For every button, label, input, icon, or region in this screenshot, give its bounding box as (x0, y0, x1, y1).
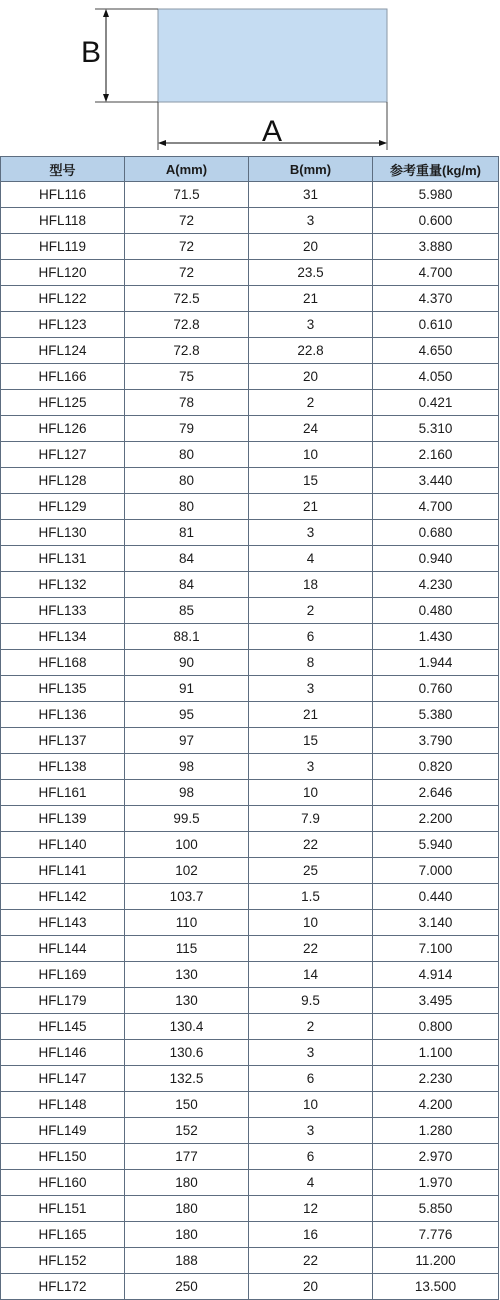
cell-b: 10 (249, 1092, 373, 1118)
dimension-label-a: A (262, 115, 283, 148)
cell-a: 80 (125, 494, 249, 520)
cell-b: 24 (249, 416, 373, 442)
cell-model: HFL141 (1, 858, 125, 884)
cell-a: 95 (125, 702, 249, 728)
header-weight: 参考重量(kg/m) (373, 157, 499, 182)
cell-weight: 7.776 (373, 1222, 499, 1248)
cell-a: 71.5 (125, 182, 249, 208)
cell-weight: 7.000 (373, 858, 499, 884)
cell-model: HFL131 (1, 546, 125, 572)
cell-model: HFL165 (1, 1222, 125, 1248)
cell-b: 21 (249, 286, 373, 312)
cell-model: HFL150 (1, 1144, 125, 1170)
table-row (1, 182, 499, 208)
dimension-label-b: B (81, 36, 102, 69)
spec-table-container (0, 156, 498, 1300)
cell-a: 130 (125, 962, 249, 988)
dimension-drawing (0, 0, 500, 156)
table-row (1, 286, 499, 312)
spec-table (0, 156, 499, 1300)
cell-model: HFL139 (1, 806, 125, 832)
cell-b: 2 (249, 598, 373, 624)
table-row (1, 910, 499, 936)
cell-weight: 3.495 (373, 988, 499, 1014)
cell-a: 177 (125, 1144, 249, 1170)
cell-b: 10 (249, 910, 373, 936)
cell-b: 3 (249, 676, 373, 702)
table-row (1, 1014, 499, 1040)
cell-a: 72.8 (125, 312, 249, 338)
cell-weight: 3.880 (373, 234, 499, 260)
cell-b: 15 (249, 468, 373, 494)
cell-model: HFL128 (1, 468, 125, 494)
cell-weight: 1.430 (373, 624, 499, 650)
table-row (1, 208, 499, 234)
table-row (1, 806, 499, 832)
cell-weight: 11.200 (373, 1248, 499, 1274)
cell-model: HFL146 (1, 1040, 125, 1066)
table-row (1, 1170, 499, 1196)
cell-b: 4 (249, 1170, 373, 1196)
table-row (1, 624, 499, 650)
cell-model: HFL169 (1, 962, 125, 988)
cell-weight: 2.200 (373, 806, 499, 832)
cell-a: 180 (125, 1196, 249, 1222)
table-row (1, 1118, 499, 1144)
cell-a: 75 (125, 364, 249, 390)
cell-weight: 3.790 (373, 728, 499, 754)
cell-weight: 0.940 (373, 546, 499, 572)
cell-weight: 7.100 (373, 936, 499, 962)
cell-a: 98 (125, 780, 249, 806)
cell-model: HFL140 (1, 832, 125, 858)
table-row (1, 1248, 499, 1274)
cell-b: 2 (249, 1014, 373, 1040)
table-row (1, 260, 499, 286)
header-a-mm: A(mm) (125, 157, 249, 182)
cell-b: 3 (249, 1040, 373, 1066)
cell-a: 88.1 (125, 624, 249, 650)
cell-model: HFL145 (1, 1014, 125, 1040)
cell-b: 21 (249, 494, 373, 520)
cell-model: HFL132 (1, 572, 125, 598)
cell-model: HFL144 (1, 936, 125, 962)
cell-b: 3 (249, 520, 373, 546)
cell-model: HFL125 (1, 390, 125, 416)
cell-weight: 5.850 (373, 1196, 499, 1222)
table-row (1, 520, 499, 546)
cell-a: 79 (125, 416, 249, 442)
cell-b: 22 (249, 832, 373, 858)
cell-b: 12 (249, 1196, 373, 1222)
cell-weight: 2.646 (373, 780, 499, 806)
cell-a: 98 (125, 754, 249, 780)
cell-b: 6 (249, 1066, 373, 1092)
table-row (1, 572, 499, 598)
cell-b: 16 (249, 1222, 373, 1248)
table-row (1, 338, 499, 364)
cell-b: 20 (249, 1274, 373, 1300)
cell-b: 4 (249, 546, 373, 572)
cell-weight: 0.600 (373, 208, 499, 234)
dimension-diagram (0, 0, 500, 156)
cell-model: HFL135 (1, 676, 125, 702)
profile-rectangle (158, 9, 387, 102)
cell-model: HFL143 (1, 910, 125, 936)
table-row (1, 494, 499, 520)
cell-weight: 0.820 (373, 754, 499, 780)
cell-a: 180 (125, 1170, 249, 1196)
cell-model: HFL149 (1, 1118, 125, 1144)
cell-a: 97 (125, 728, 249, 754)
table-row (1, 754, 499, 780)
cell-model: HFL123 (1, 312, 125, 338)
cell-b: 3 (249, 208, 373, 234)
cell-model: HFL127 (1, 442, 125, 468)
cell-b: 10 (249, 780, 373, 806)
table-row (1, 468, 499, 494)
table-row (1, 312, 499, 338)
cell-a: 80 (125, 468, 249, 494)
cell-a: 103.7 (125, 884, 249, 910)
cell-b: 31 (249, 182, 373, 208)
cell-weight: 0.610 (373, 312, 499, 338)
cell-model: HFL118 (1, 208, 125, 234)
cell-weight: 5.380 (373, 702, 499, 728)
cell-weight: 3.140 (373, 910, 499, 936)
cell-a: 90 (125, 650, 249, 676)
cell-a: 80 (125, 442, 249, 468)
cell-model: HFL119 (1, 234, 125, 260)
cell-b: 2 (249, 390, 373, 416)
cell-model: HFL129 (1, 494, 125, 520)
cell-a: 100 (125, 832, 249, 858)
cell-b: 15 (249, 728, 373, 754)
cell-model: HFL138 (1, 754, 125, 780)
table-row (1, 598, 499, 624)
cell-a: 115 (125, 936, 249, 962)
cell-weight: 2.230 (373, 1066, 499, 1092)
cell-weight: 3.440 (373, 468, 499, 494)
cell-weight: 0.760 (373, 676, 499, 702)
cell-a: 85 (125, 598, 249, 624)
table-body (1, 182, 499, 1300)
cell-a: 72.5 (125, 286, 249, 312)
cell-weight: 0.421 (373, 390, 499, 416)
cell-model: HFL133 (1, 598, 125, 624)
cell-weight: 4.050 (373, 364, 499, 390)
cell-model: HFL166 (1, 364, 125, 390)
cell-model: HFL120 (1, 260, 125, 286)
cell-a: 72 (125, 208, 249, 234)
cell-model: HFL137 (1, 728, 125, 754)
header-model: 型号 (1, 157, 125, 182)
cell-a: 81 (125, 520, 249, 546)
cell-weight: 5.980 (373, 182, 499, 208)
cell-model: HFL179 (1, 988, 125, 1014)
cell-model: HFL151 (1, 1196, 125, 1222)
table-row (1, 442, 499, 468)
cell-a: 150 (125, 1092, 249, 1118)
cell-weight: 1.944 (373, 650, 499, 676)
cell-b: 3 (249, 754, 373, 780)
cell-a: 78 (125, 390, 249, 416)
cell-weight: 4.200 (373, 1092, 499, 1118)
cell-a: 250 (125, 1274, 249, 1300)
cell-b: 18 (249, 572, 373, 598)
cell-a: 84 (125, 572, 249, 598)
cell-model: HFL134 (1, 624, 125, 650)
cell-model: HFL172 (1, 1274, 125, 1300)
cell-a: 152 (125, 1118, 249, 1144)
table-row (1, 546, 499, 572)
table-row (1, 650, 499, 676)
cell-b: 22 (249, 936, 373, 962)
cell-b: 23.5 (249, 260, 373, 286)
cell-a: 180 (125, 1222, 249, 1248)
cell-a: 72 (125, 260, 249, 286)
table-row (1, 832, 499, 858)
cell-weight: 4.370 (373, 286, 499, 312)
cell-weight: 0.800 (373, 1014, 499, 1040)
cell-model: HFL148 (1, 1092, 125, 1118)
table-row (1, 676, 499, 702)
cell-weight: 4.914 (373, 962, 499, 988)
cell-model: HFL116 (1, 182, 125, 208)
cell-a: 130.4 (125, 1014, 249, 1040)
cell-weight: 2.160 (373, 442, 499, 468)
cell-b: 3 (249, 312, 373, 338)
table-row (1, 884, 499, 910)
cell-weight: 13.500 (373, 1274, 499, 1300)
cell-b: 21 (249, 702, 373, 728)
table-row (1, 962, 499, 988)
cell-weight: 4.700 (373, 494, 499, 520)
table-row (1, 1092, 499, 1118)
cell-a: 130.6 (125, 1040, 249, 1066)
cell-a: 91 (125, 676, 249, 702)
cell-b: 6 (249, 1144, 373, 1170)
cell-weight: 4.230 (373, 572, 499, 598)
table-row (1, 780, 499, 806)
table-row (1, 858, 499, 884)
cell-weight: 5.310 (373, 416, 499, 442)
cell-model: HFL130 (1, 520, 125, 546)
table-row (1, 1040, 499, 1066)
table-row (1, 702, 499, 728)
cell-a: 84 (125, 546, 249, 572)
cell-b: 20 (249, 364, 373, 390)
table-row (1, 936, 499, 962)
cell-weight: 5.940 (373, 832, 499, 858)
cell-a: 132.5 (125, 1066, 249, 1092)
cell-model: HFL142 (1, 884, 125, 910)
cell-weight: 2.970 (373, 1144, 499, 1170)
cell-b: 25 (249, 858, 373, 884)
cell-b: 22.8 (249, 338, 373, 364)
cell-b: 6 (249, 624, 373, 650)
cell-a: 72 (125, 234, 249, 260)
cell-a: 110 (125, 910, 249, 936)
cell-model: HFL126 (1, 416, 125, 442)
table-row (1, 1144, 499, 1170)
cell-model: HFL161 (1, 780, 125, 806)
cell-b: 3 (249, 1118, 373, 1144)
cell-model: HFL124 (1, 338, 125, 364)
cell-b: 8 (249, 650, 373, 676)
cell-a: 188 (125, 1248, 249, 1274)
cell-weight: 0.480 (373, 598, 499, 624)
cell-weight: 1.970 (373, 1170, 499, 1196)
cell-weight: 4.650 (373, 338, 499, 364)
cell-model: HFL152 (1, 1248, 125, 1274)
table-row (1, 1274, 499, 1300)
cell-b: 1.5 (249, 884, 373, 910)
cell-model: HFL160 (1, 1170, 125, 1196)
cell-b: 14 (249, 962, 373, 988)
table-row (1, 1196, 499, 1222)
cell-a: 130 (125, 988, 249, 1014)
cell-model: HFL136 (1, 702, 125, 728)
table-row (1, 728, 499, 754)
table-row (1, 988, 499, 1014)
cell-model: HFL168 (1, 650, 125, 676)
header-b-mm: B(mm) (249, 157, 373, 182)
cell-model: HFL122 (1, 286, 125, 312)
cell-a: 102 (125, 858, 249, 884)
cell-a: 72.8 (125, 338, 249, 364)
table-header-row (1, 157, 499, 182)
cell-b: 20 (249, 234, 373, 260)
cell-b: 22 (249, 1248, 373, 1274)
table-row (1, 1066, 499, 1092)
table-row (1, 234, 499, 260)
cell-model: HFL147 (1, 1066, 125, 1092)
cell-b: 9.5 (249, 988, 373, 1014)
cell-b: 7.9 (249, 806, 373, 832)
table-row (1, 416, 499, 442)
cell-weight: 0.680 (373, 520, 499, 546)
cell-weight: 1.280 (373, 1118, 499, 1144)
table-row (1, 364, 499, 390)
table-row (1, 1222, 499, 1248)
table-row (1, 390, 499, 416)
cell-weight: 0.440 (373, 884, 499, 910)
cell-weight: 1.100 (373, 1040, 499, 1066)
cell-a: 99.5 (125, 806, 249, 832)
cell-b: 10 (249, 442, 373, 468)
cell-weight: 4.700 (373, 260, 499, 286)
